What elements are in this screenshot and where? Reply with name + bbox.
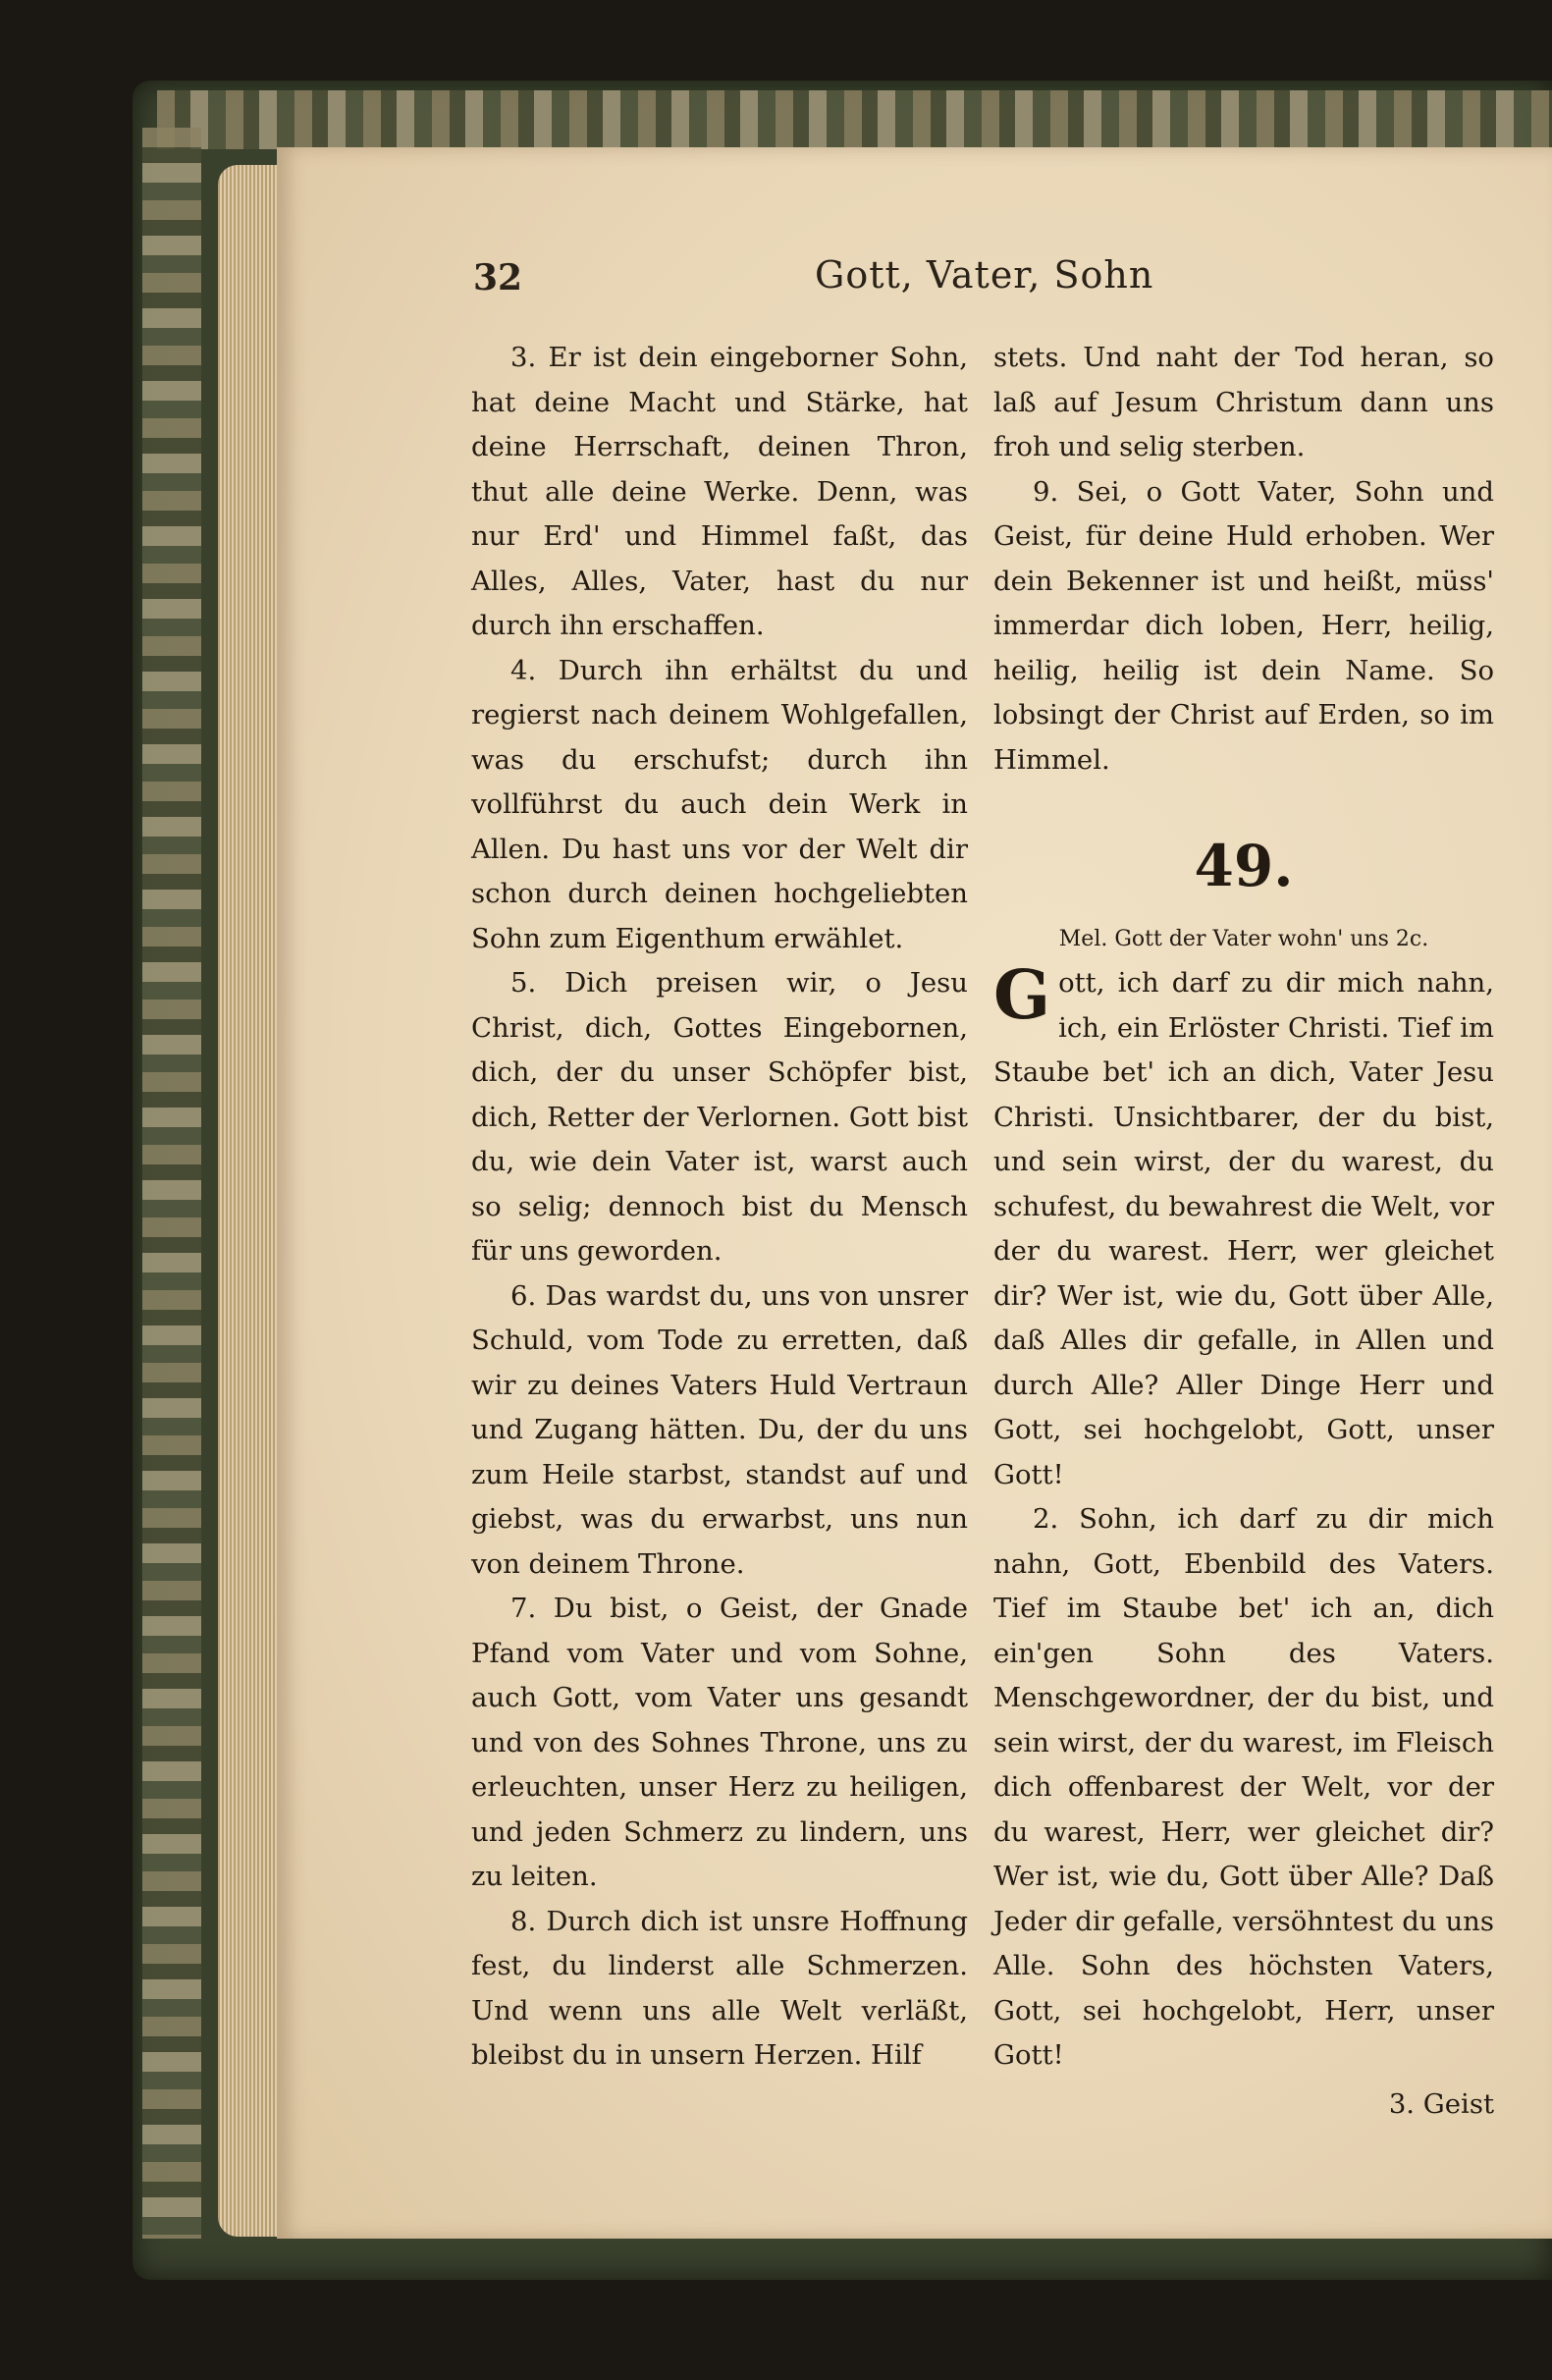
left-column — [471, 336, 968, 2079]
right-column — [993, 336, 1494, 2127]
drop-cap: G — [993, 956, 1051, 1035]
verse-4: 4. Durch ihn erhältst du und regierst nach deinem Wohlgefallen, was du erschufst; durch ihn vollführst du auch dein Werk in Allen. Du hast uns vor der Welt dir schon durch deinen hochgeliebten Sohn zum Eigenthum erwählet. — [471, 654, 968, 954]
verse-9: 9. Sei, o Gott Vater, Sohn und Geist, für deine Huld erhoben. Wer dein Bekenner ist und heißt, müss' immerdar dich loben, Herr, heilig, heilig, heilig ist dein Name. So lobsingt der Christ auf Erden, so im Himmel. — [993, 475, 1494, 776]
page-number: 32 — [473, 257, 523, 298]
verse-3: 3. Er ist dein eingeborner Sohn, hat deine Macht und Stärke, hat deine Herrschaft, deinen Thron, thut alle deine Werke. Denn, was nur Erd' und Himmel faßt, das Alles, Alles, Vater, hast du nur durch ihn erschaffen. — [471, 342, 968, 641]
verse-6: 6. Das wardst du, uns von unsrer Schuld, vom Tode zu erretten, daß wir zu deines Vaters Huld Vertraun und Zugang hätten. Du, der du uns zum Heile starbst, standst auf und giebst, was du erwarbst, uns nun von deinem Throne. — [471, 1279, 968, 1580]
melody-line: Mel. Gott der Vater wohn' uns 2c. — [1058, 927, 1429, 951]
running-title: Gott, Vater, Sohn — [815, 253, 1154, 297]
hymn-number: 49. — [1194, 833, 1294, 899]
cover-ornament-left — [142, 128, 201, 2239]
verse-7: 7. Du bist, o Geist, der Gnade Pfand vom Vater und vom Sohne, auch Gott, vom Vater uns gesandt und von des Sohnes Throne, uns zu erleuchten, unser Herz zu heiligen, und jeden Schmerz zu lindern, uns zu leiten. — [471, 1593, 968, 1892]
cover-ornament-top — [157, 90, 1552, 149]
hymn-verse-2: 2. Sohn, ich darf zu dir mich nahn, Gott, Ebenbild des Vaters. Tief im Staube bet' ich an, dich ein'gen Sohn des Vaters. Menschgewordner, der du bist, und sein wirst, der du warest, im Fleisch dich offenbarest der Welt, vor der du warest, Herr, wer gleichet dir? Wer ist, wie du, Gott über Alle? Daß Jeder dir gefalle, versöhntest du uns Alle. Sohn des höchsten Vaters, Gott, sei hochgelobt, Herr, unser Gott! — [993, 1503, 1494, 2071]
hymn-verse-1-text: ott, ich darf zu dir mich nahn, ich, ein Erlöster Christi. Tief im Staube bet' ich an dich, Vater Jesu Christi. Unsichtbarer, der du bist, und sein wirst, der du warest, du schufest, du bewahrest die Welt, vor der du warest. Herr, wer gleichet dir? Wer ist, wie du, Gott über Alle, daß Alles dir gefalle, in Allen und durch Alle? Aller Dinge Herr und Gott, sei hochgelobt, Gott, unser Gott! — [993, 967, 1494, 1490]
verse-8: 8. Durch dich ist unsre Hoffnung fest, du linderst alle Schmerzen. Und wenn uns alle Welt verläßt, bleibst du in unsern Herzen. Hilf — [471, 1905, 968, 2071]
verse-5: 5. Dich preisen wir, o Jesu Christ, dich, Gottes Eingebornen, dich, der du unser Schöpfer bist, dich, Retter der Verlornen. Gott bist du, wie dein Vater ist, warst auch so selig; dennoch bist du Mensch für uns geworden. — [471, 967, 968, 1267]
catchword: 3. Geist — [1388, 2087, 1494, 2120]
verse-8-continuation: stets. Und naht der Tod heran, so laß auf Jesum Christum dann uns froh und selig sterben. — [993, 342, 1494, 462]
hymn-verse-1 — [993, 956, 1494, 1497]
